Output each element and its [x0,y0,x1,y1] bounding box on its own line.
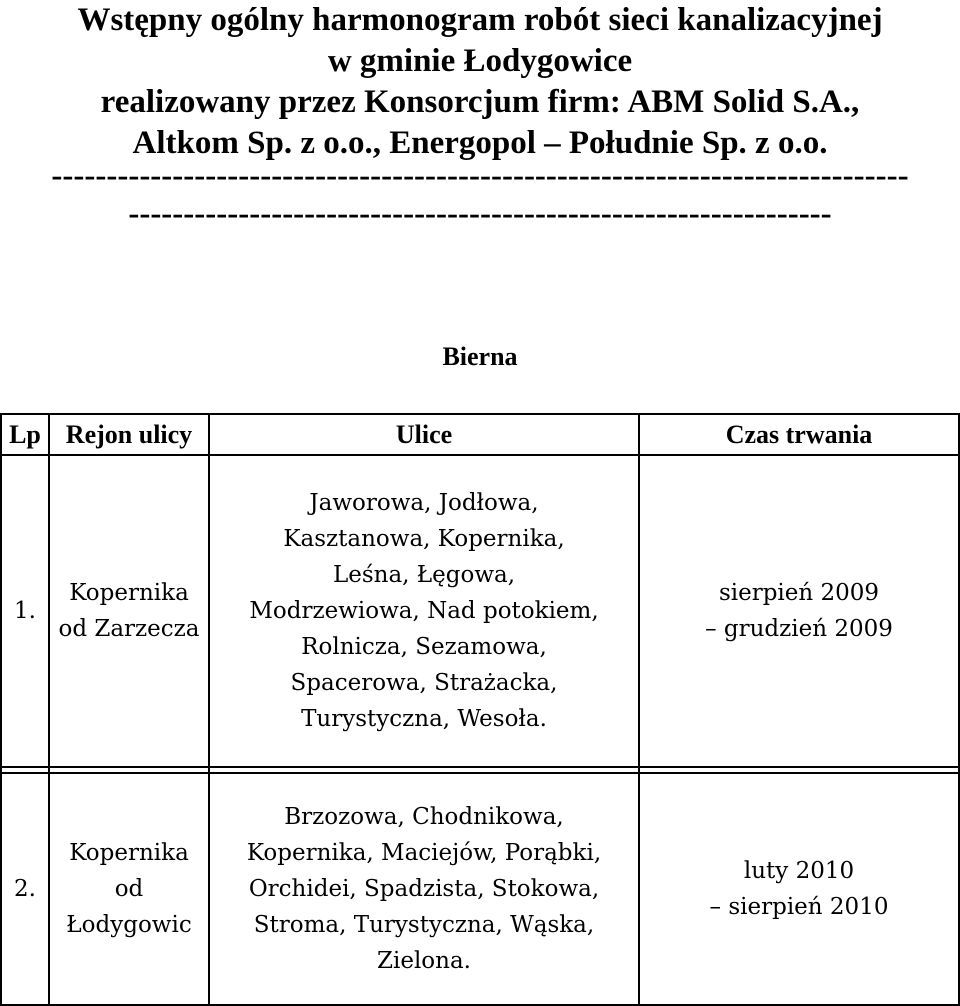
cell-ulice [209,773,639,1005]
header-czas-trwania: Czas trwania [639,414,959,455]
cell-line: Brzozowa, Chodnikowa, [284,804,564,830]
document-title [0,0,960,164]
cell-line: sierpień 2009 [718,580,880,606]
header-ulice: Ulice [209,414,639,455]
cell-line: Leśna, Łęgowa, [332,562,516,588]
cell-lp: 2. [1,773,49,1005]
cell-line: Łodygowic [66,912,192,938]
cell-line: Orchidei, Spadzista, Stokowa, [248,876,600,902]
cell-line: Kasztanowa, Kopernika, [283,526,565,552]
cell-line: od Zarzecza [58,616,200,642]
cell-line: Rolnicza, Sezamowa, [301,634,547,660]
cell-rejon [49,455,209,767]
section-title: Bierna [442,342,518,371]
title-line: Altkom Sp. z o.o., Energopol – Południe Sp. z o.o. [132,125,828,161]
cell-line: od [114,876,144,902]
title-line: realizowany przez Konsorcjum firm: ABM Solid S.A., [100,84,860,120]
cell-line: Jaworowa, Jodłowa, [309,490,539,516]
table-row [1,455,959,767]
cell-line: Zielona. [377,948,471,974]
cell-czas [639,455,959,767]
title-line: w gminie Łodygowice [327,43,633,79]
table-row [1,773,959,1005]
cell-rejon [49,773,209,1005]
cell-line: – grudzień 2009 [705,616,893,642]
cell-lp: 1. [1,455,49,767]
separator-line: ------------------------------------------------------------------------------ [51,158,909,194]
separator-line: ---------------------------------------------------------------- [128,196,832,232]
cell-line: luty 2010 [743,858,855,884]
cell-line: Turystyczna, Wesoła. [301,706,547,732]
table-header-row [1,414,959,455]
cell-ulice [209,455,639,767]
header-lp: Lp [1,414,49,455]
cell-line: Kopernika [69,840,189,866]
cell-line: Modrzewiowa, Nad potokiem, [249,598,599,624]
cell-line: – sierpień 2010 [709,894,889,920]
cell-line: Spacerowa, Strażacka, [290,670,558,696]
cell-czas [639,773,959,1005]
title-line: Wstępny ogólny harmonogram robót sieci kanalizacyjnej [77,2,883,38]
cell-line: Kopernika, Maciejów, Porąbki, [246,840,602,866]
cell-line: Kopernika [69,580,189,606]
cell-line: Stroma, Turystyczna, Wąska, [253,912,595,938]
schedule-table [0,413,960,1006]
header-rejon-ulicy: Rejon ulicy [49,414,209,455]
